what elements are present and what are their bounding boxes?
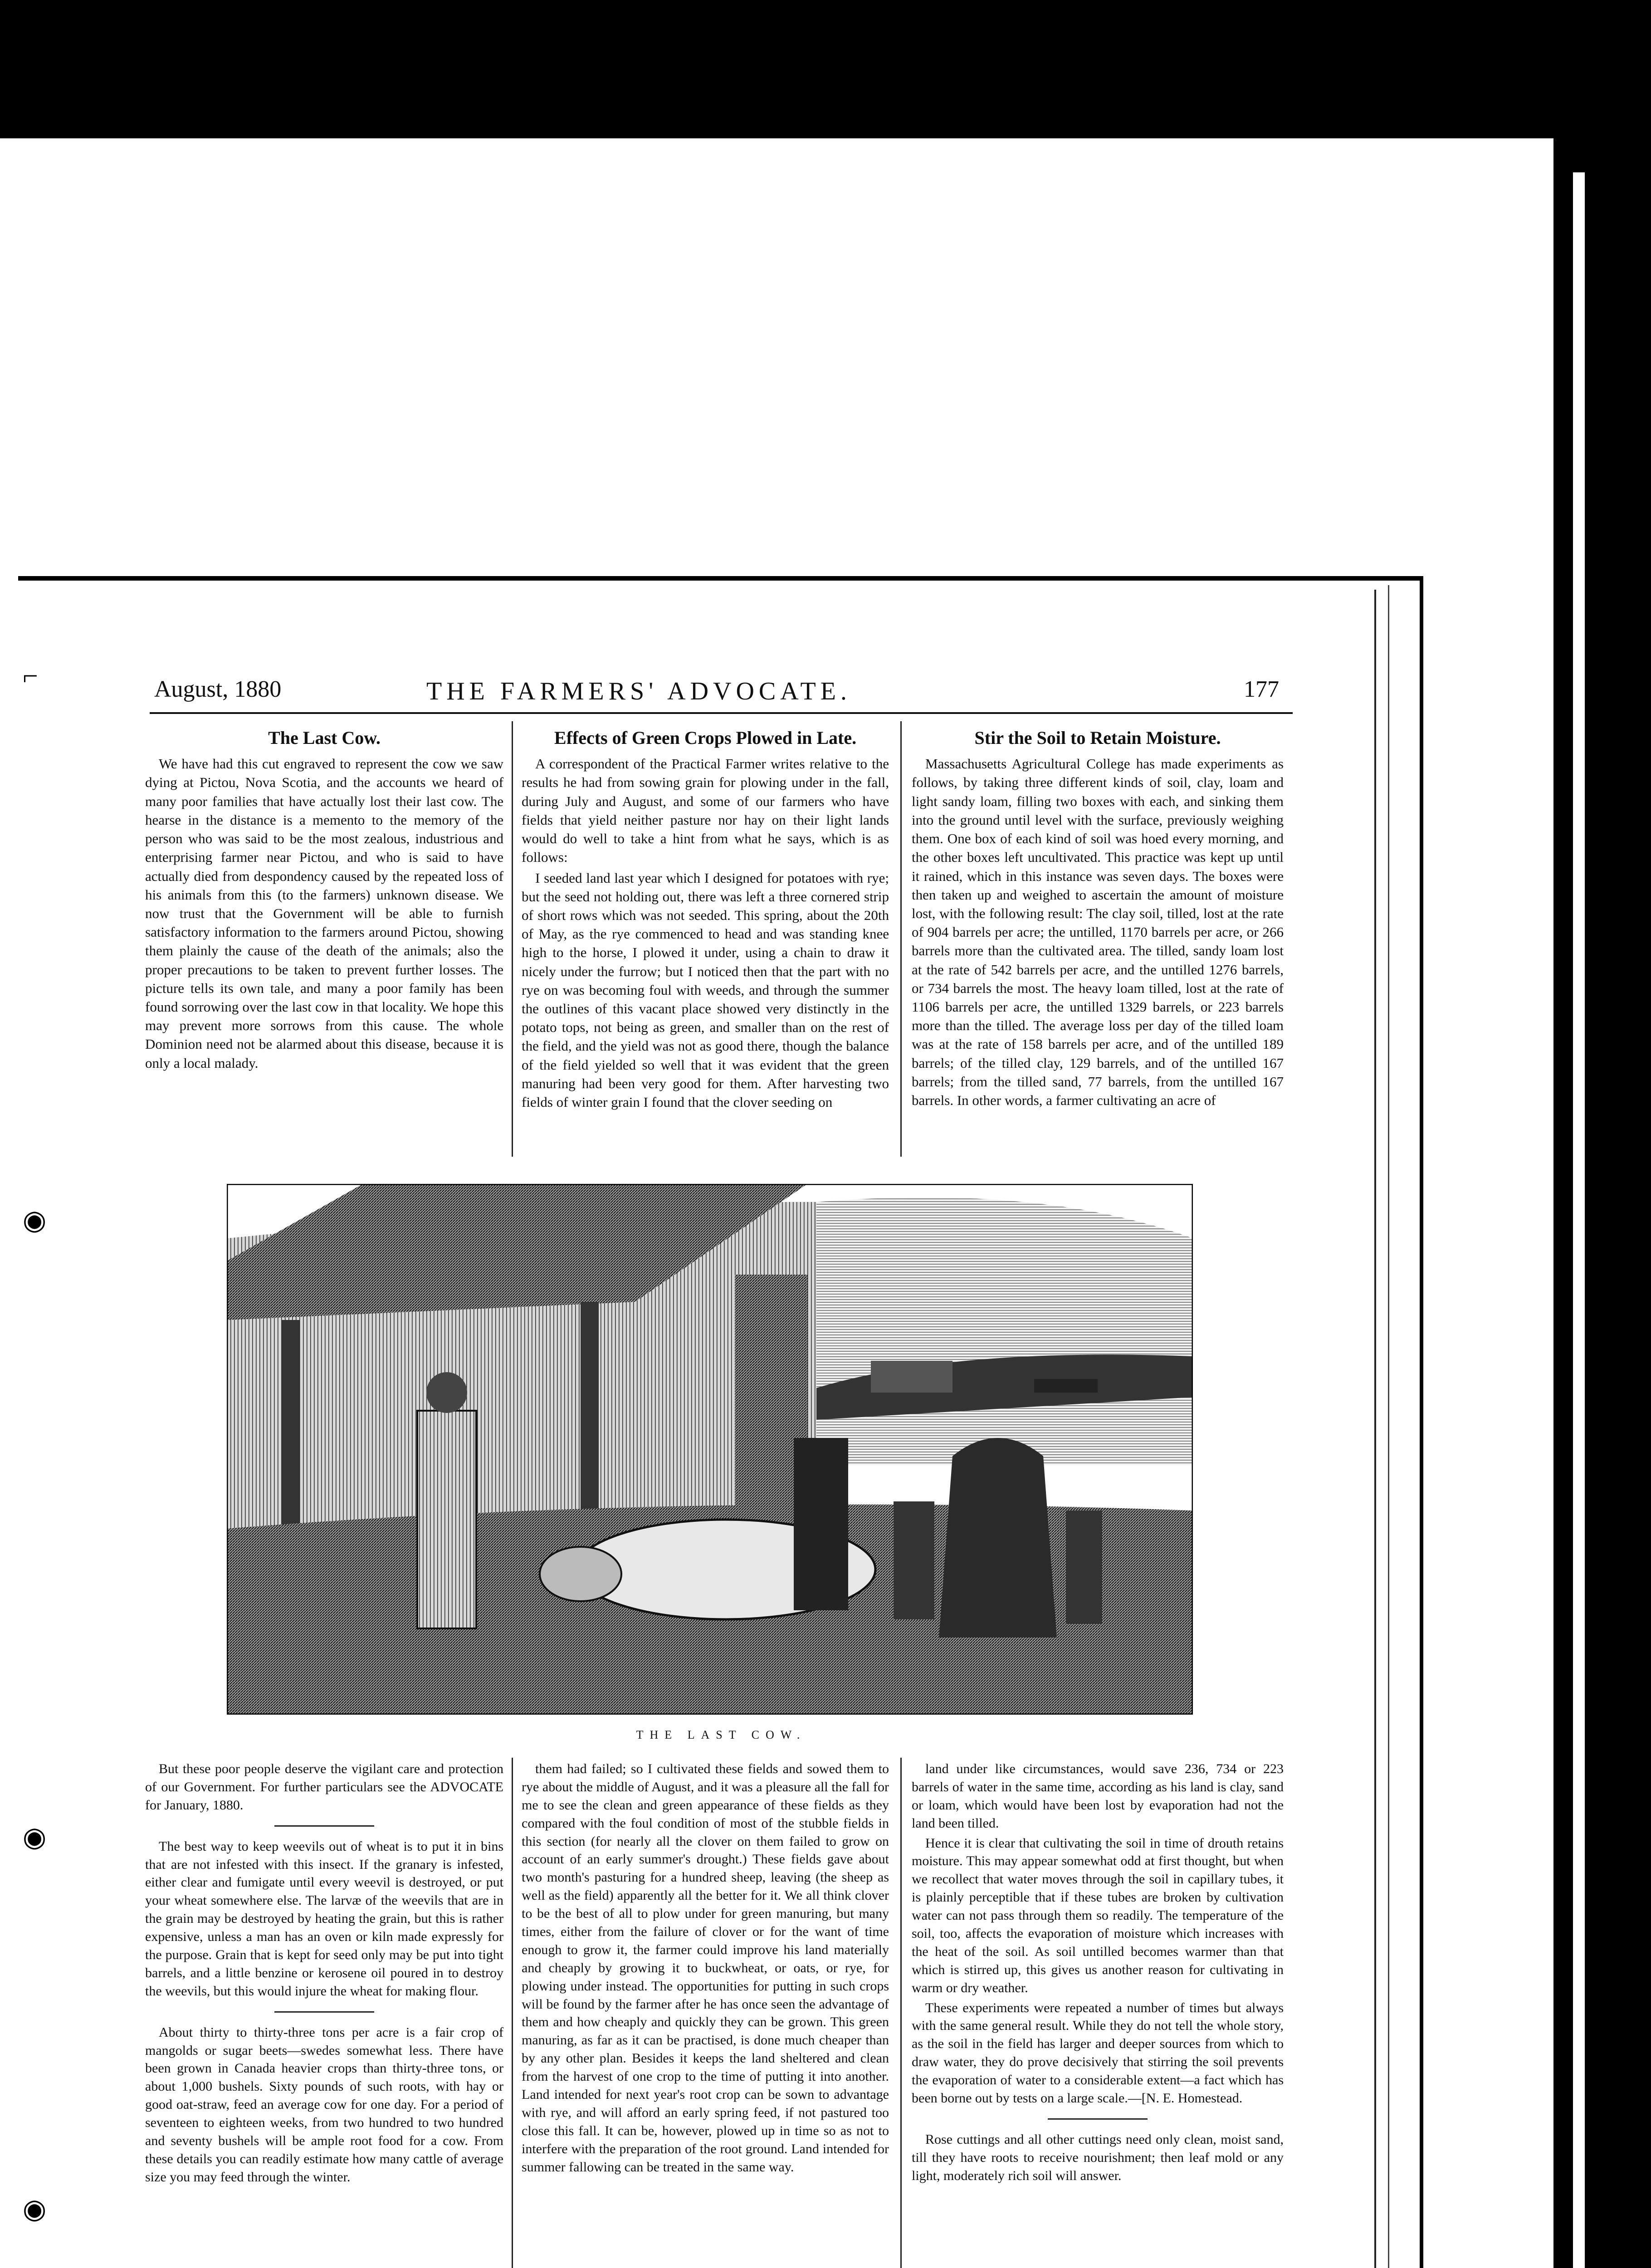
page-edge-line: [1388, 585, 1389, 2268]
column-rule: [512, 721, 513, 1157]
article-green-crops: [522, 726, 889, 1113]
column-rule: [900, 1758, 902, 2268]
article-paragraph: The best way to keep weevils out of wheat is to put it in bins that are not infested with this insect. If the granary is infested, either clear and fumigate until every weevil is destroyed, or put your wheat somewhere else. The larvæ of the weevils that are in the grain may be destroyed by heating the grain, but this is rather expensive, unless a man has an oven or kiln made expressly for the purpose. Grain that is kept for seed only may be put into tight barrels, and a little benzine or kerosene oil poured in to destroy the weevils, but this would injure the wheat for making flour.: [145, 1838, 503, 1999]
article-heading: Effects of Green Crops Plowed in Late.: [554, 728, 857, 748]
page-header: [145, 671, 1297, 708]
page-edge-line: [1374, 590, 1376, 2268]
article-paragraph: I seeded land last year which I designed for potatoes with rye; but the seed not holding out, there was left a three cornered strip of short rows which was not seeded. This spring, about the 20th of May, as the rye commenced to head and was standing knee high to the horse, I plowed it under, using a chain to draw it nicely under the furrow; but I noticed then that the part with no rye on was becoming foul with weeds, and through the summer the outlines of this vacant place showed very distinctly in the potato tops, not being as green, and smaller than on the rest of the field, and the yield was not as good there, though the balance of the field yielded so well that it was evident that the green manuring had been very good for them. After harvesting two fields of winter grain I found that the clover seeding on: [522, 870, 889, 1110]
section-rule: [274, 2011, 374, 2013]
lower-column-3: [912, 1760, 1284, 2187]
article-paragraph: them had failed; so I cultivated these fields and sowed them to rye about the middle of August, and it was a pleasure all the fall for me to see the clean and green appearance of these fields as they compared with the foul condition of most of the stubble fields in this section (for nearly all the clover on them failed to grow on account of an early summer's drought.) These fields gave about two month's pasturing for a hundred sheep, leaving (the sheep as well as the field) apparently all the better for it. We all think clover to be the best of all to plow under for green manuring, but many times, either from the failure of clover or for the want of time enough to grow it, the farmer could improve his land materially and cheaply by growing it to buckwheat, or oats, or rye, for plowing under instead. The opportunities for putting in such crops will be found by the farmer after he has once seen the advantage of them and how cheaply and quickly they can be grown. This green manuring, as far as it can be practised, is done much cheaper than by any other plan. Besides it keeps the land sheltered and clean from the harvest of one crop to the time of putting it into another. Land intended for next year's root crop can be sown to advantage with rye, and will afford an early spring feed, if not pastured too close this fall. It can be, however, plowed up in time so as not to interfere with the preparation of the root ground. Land intended for summer fallowing can be treated in the same way.: [522, 1761, 889, 2175]
masthead-title: THE FARMERS' ADVOCATE.: [426, 677, 851, 705]
article-last-cow: [145, 726, 503, 1074]
shed-post: [581, 1302, 599, 1538]
issue-date: August, 1880: [154, 676, 282, 702]
lower-column-2: [522, 1760, 889, 2178]
sky: [816, 1198, 1193, 1465]
hearse-carriage: [1034, 1379, 1098, 1393]
article-heading: Stir the Soil to Retain Moisture.: [974, 728, 1221, 748]
grieving-mother: [939, 1438, 1057, 1637]
column-rule: [512, 1758, 513, 2268]
engraving-illustration: [227, 1184, 1193, 1715]
article-paragraph: Hence it is clear that cultivating the soil in time of drouth retains moisture. This may appear somewhat odd at first thought, but when we recollect that water moves through the soil in capillary tubes, it is plainly perceptible that if these tubes are broken by cultivation water can not pass through them so readily. The temperature of the soil, too, affects the evaporation of moisture which increases with the heat of the soil. As soil untilled becomes warmer than that which is stirred up, this gives us another reason for cultivating in warm or dry weather.: [912, 1835, 1284, 1995]
article-stir-soil: [912, 726, 1284, 1111]
article-paragraph: Massachusetts Agricultural College has made experiments as follows, by taking three different kinds of soil, clay, loam and light sandy loam, filling two boxes with each, and sinking them into the ground until level with the surface, previously weighing them. One box of each kind of soil was hoed every morning, and the other boxes left uncultivated. This practice was kept up until it rained, which in this instance was seven days. The boxes were then taken up and weighed to ascertain the amount of moisture lost, with the following result: The clay soil, tilled, lost at the rate of 904 barrels per acre; the untilled, 1170 barrels per acre, or 266 barrels more than the cultivated area. The tilled, sandy loam lost at the rate of 542 barrels per acre, and the untilled 1276 barrels, or 734 barrels the most. The heavy loam tilled, lost at the rate of 1106 barrels per acre, the untilled 1329 barrels, or 223 barrels more than the tilled. The average loss per day of the tilled loam was at the rate of 158 barrels per acre, and of the untilled 189 barrels; of the tilled clay, 129 barrels, and of the untilled 167 barrels; from the tilled sand, 77 barrels, from the untilled 167 barrels. In other words, a farmer cultivating an acre of: [912, 756, 1284, 1109]
binding-mark-icon: ⌐: [23, 661, 38, 691]
article-heading: The Last Cow.: [268, 728, 381, 748]
cow-head: [540, 1547, 621, 1601]
scanner-edge-strip: [1573, 172, 1585, 2268]
article-paragraph: About thirty to thirty-three tons per acre is a fair crop of mangolds or sugar beets—swedes somewhat less. There have been grown in Canada heavier crops than thirty-three tons, or about 1,000 bushels. Sixty pounds of such roots, with hay or good oat-straw, feed an average cow for one day. For a period of seventeen to eighteen weeks, from two hundred to two hundred and seventy bushels will be ample root food for a cow. From these details you can readily estimate how many cattle of average size you may feed through the winter.: [145, 2024, 503, 2185]
section-rule: [1048, 2118, 1148, 2120]
standing-man: [417, 1411, 476, 1628]
engraving-art: [227, 1184, 1193, 1715]
article-paragraph: These experiments were repeated a number of times but always with the same general result. While they do not tell the whole story, as the soil in the field has larger and deeper sources from which to draw water, they do prove decisively that stirring the soil prevents the evaporation of water to a considerable extent—a fact which has been borne out by tests on a large scale.—[N. E. Homestead.: [912, 2000, 1284, 2106]
article-paragraph: Rose cuttings and all other cuttings need only clean, moist sand, till they have roots to receive nourishment; then leaf mold or any light, moderately rich soil will answer.: [912, 2131, 1284, 2183]
weeping-child: [794, 1438, 848, 1610]
page-number: 177: [1244, 676, 1279, 702]
column-rule: [900, 721, 902, 1157]
binding-hole-icon: ◉: [23, 1205, 47, 1235]
shed-post: [281, 1320, 299, 1556]
article-paragraph: land under like circumstances, would save 236, 734 or 223 barrels of water in the same time, according as his land is clay, sand or loam, which would have been lost by evaporation had not the land been tilled.: [912, 1761, 1284, 1831]
binding-hole-icon: ◉: [23, 2194, 47, 2224]
illustration-caption: THE LAST COW.: [636, 1728, 806, 1741]
binding-hole-icon: ◉: [23, 1822, 47, 1852]
distant-building: [871, 1361, 952, 1393]
article-paragraph: A correspondent of the Practical Farmer writes relative to the results he had from sowing grain for plowing under in the fall, during July and August, and some of our farmers who have fields that yield neither pasture nor hay on their light lands would do well to take a hint from what he says, which is as follows:: [522, 756, 889, 865]
scanner-edge: [1553, 0, 1651, 2268]
section-rule: [274, 1825, 374, 1827]
child-figure: [894, 1501, 934, 1619]
header-rule: [150, 712, 1293, 714]
child-figure: [1066, 1510, 1102, 1624]
article-paragraph: But these poor people deserve the vigilant care and protection of our Government. For further particulars see the ADVOCATE for January, 1880.: [145, 1761, 503, 1813]
lower-column-1: [145, 1760, 503, 2188]
article-paragraph: We have had this cut engraved to represent the cow we saw dying at Pictou, Nova Scotia, and the accounts we heard of many poor families that have actually lost their last cow. The hearse in the distance is a memento to the memory of the person who was said to be the most zealous, industrious and enterprising farmer near Pictou, and who is said to have actually died from despondency caused by the repeated loss of his animals from this (to the farmers) unknown disease. We now trust that the Government will be able to furnish satisfactory information to the farmers around Pictou, showing them plainly the cause of the death of the animals; also the proper precautions to be taken to prevent further losses. The picture tells its own tale, and many a poor family has been found sorrowing over the last cow in that locality. We hope this may prevent more sorrows from this cause. The whole Dominion need not be alarmed about this disease, because it is only a local malady.: [145, 756, 503, 1071]
man-head: [426, 1372, 467, 1413]
